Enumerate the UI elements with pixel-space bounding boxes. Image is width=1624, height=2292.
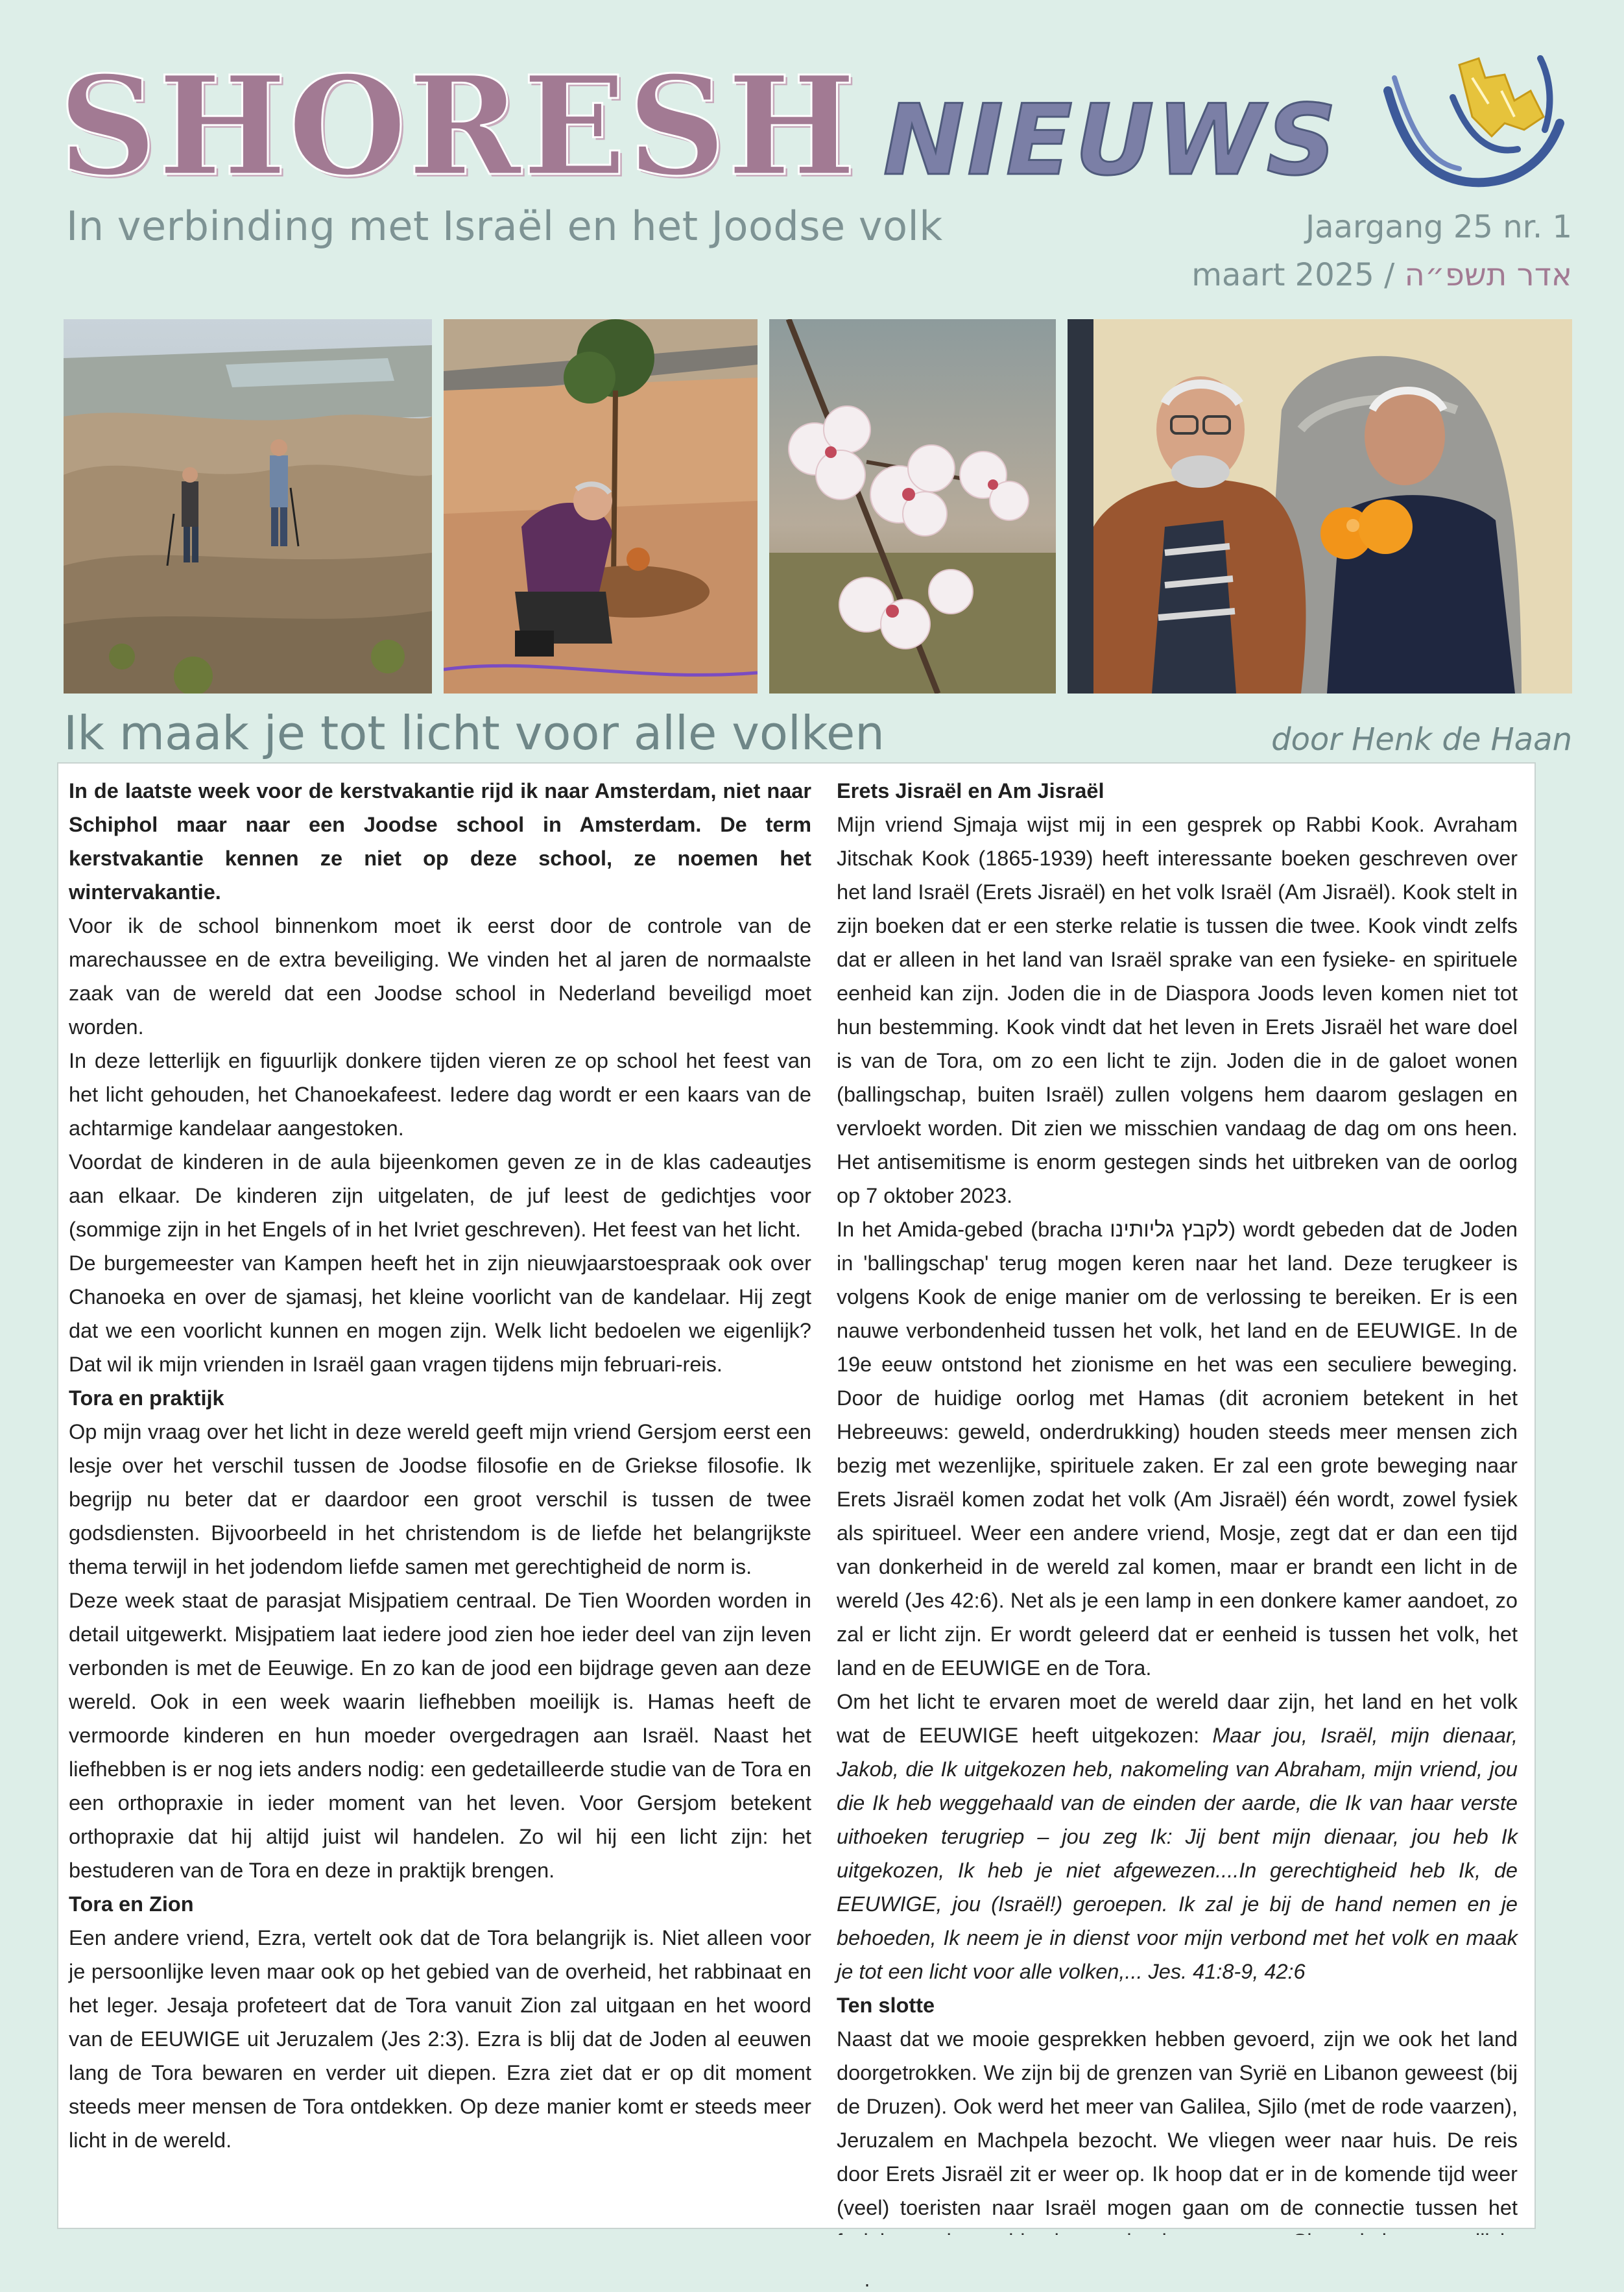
photo-tree-planting [444,319,758,694]
header [0,0,1624,766]
section-heading: Tora en praktijk [69,1386,224,1410]
quote-intro: Om het licht te ervaren moet de wereld daar zijn, het land en het volk wat de EEUWIGE heeft uitgekozen: [837,1690,1518,1747]
article-title: Ik maak je tot licht voor alle volken [64,706,885,760]
paragraph: Voordat de kinderen in de aula bijeenkomen geven ze in de klas cadeautjes aan elkaar. De kinderen zijn uitgelaten, de juf leest de gedichtjes voor (sommige zijn in het Engels of in het Ivriet geschreven). Het feest van het licht. [69,1150,811,1241]
article-byline: door Henk de Haan [1271,721,1572,758]
bible-quote: Maar jou, Israël, mijn dienaar, Jakob, die Ik uitgekozen heb, nakomeling van Abraham, mijn vriend, jou die Ik heb weggehaald van de einden der aarde, die Ik van haar verste uithoeken terugriep – jou zeg Ik: Jij bent mijn dienaar, jou heb Ik uitgekozen, Ik heb je niet afgewezen....In gerechtigheid heb Ik, de EEUWIGE, jou (Israël!) geroepen. Ik zal je bij de hand nemen en je behoeden, Ik neem je in dienst voor mijn verbond met het volk en maak je tot een licht voor alle volken,... Jes. 41:8-9, 42:6 [837,1724,1518,1983]
photo-hikers [64,319,432,694]
shoresh-logo-icon [1375,39,1570,201]
right-column [837,774,1518,2292]
masthead-shoresh: SHORESH [58,46,857,206]
photo-two-men [1068,319,1572,694]
issue-date-gregorian: maart 2025 [1191,257,1374,293]
tagline: In verbinding met Israël en het Joodse volk [66,202,943,250]
issue-date [1191,257,1572,293]
masthead [58,46,1339,206]
paragraph: Deze week staat de parasjat Misjpatiem centraal. De Tien Woorden worden in detail uitgewerkt. Misjpatiem laat iedere jood zien hoe ieder deel van zijn leven verbonden is met de Eeuwige. En zo kan de jood een bijdrage geven aan deze wereld. Ook in een week waarin liefhebben moeilijk is. Hamas heeft de vermoorde kinderen en hun moeder overgedragen aan Israël. Naast het liefhebben is er nog iets anders nodig: een gedetailleerde studie van de Tora en een orthopraxie in ieder moment van het leven. Voor Gersjom betekent orthopraxie dat hij altijd juist wil handelen. Zo wil hij een licht zijn: het bestuderen van de Tora en deze in praktijk brengen. [69,1589,811,1882]
paragraph: In deze letterlijk en figuurlijk donkere tijden vieren ze op school het feest van het licht gehouden, het Chanoekafeest. Iedere dag wordt er een kaars van de achtarmige kandelaar aangestoken. [69,1049,811,1140]
section-heading: Ten slotte [837,1994,935,2017]
masthead-nieuws: NIEUWS [883,84,1339,197]
paragraph-with-quote [837,1685,1518,1988]
paragraph: Naast dat we mooie gesprekken hebben gevoerd, zijn we ook het land doorgetrokken. We zijn bij de grenzen van Syrië en Libanon geweest (bij de Druzen). Ook werd het meer van Galilea, Sjilo (met de rode vaarzen), Jeruzalem en Machpela bezocht. We vliegen weer naar huis. De reis door Erets Jisraël zit er weer op. Ik hoop dat er in de komende tijd weer (veel) toeristen naar Israël mogen gaan om de connectie tussen het [837,2027,1518,2219]
paragraph: Voor ik de school binnenkom moet ik eerst door de controle van de marechaussee en de extra beveiliging. We vinden het al jaren de normaalste zaak van de wereld dat een Joodse school in Nederland beveiligd moet worden. [69,914,811,1039]
article-body [57,762,1536,2229]
left-column [69,774,811,2157]
paragraph: Op mijn vraag over het licht in deze wereld geeft mijn vriend Gersjom eerst een lesje over het verschil tussen de Joodse filosofie en de Griekse filosofie. Ik begrijp nu beter dat er daardoor een groot verschil is tussen de twee godsdiensten. Bijvoorbeeld in het christendom is de liefde het belangrijkste thema terwijl in het jodendom liefde samen met gerechtigheid de norm is. [69,1420,811,1578]
paragraph: De burgemeester van Kampen heeft het in zijn nieuwjaarstoespraak ook over Chanoeka en over de sjamasj, het kleine voorlicht van de kandelaar. Hij zegt dat we een voorlicht kunnen en mogen zijn. Welk licht bedoelen we eigenlijk? Dat wil ik mijn vrienden in Israël gaan vragen tijdens mijn februari-reis. [69,1251,811,1376]
section-heading: Tora en Zion [69,1892,194,1916]
footer-bar [0,2235,1624,2284]
paragraph: Een andere vriend, Ezra, vertelt ook dat de Tora belangrijk is. Niet alleen voor je persoonlijke leven maar ook op het gebied van de overheid, het rabbinaat en het leger. Jesaja profeteert dat de Tora vanuit Zion zal uitgaan en het woord van de EEUWIGE uit Jeruzalem (Jes 2:3). Ezra is blij dat de Joden al eeuwen lang de Tora bewaren en verder uit diepen. Ezra ziet dat er op dit moment steeds meer mensen de Tora ontdekken. Op deze manier komt er steeds meer licht in de wereld. [69,1926,811,2152]
paragraph: In het Amida-gebed (bracha לקבץ גליותינו) wordt gebeden dat de Joden in 'ballingschap' terug mogen keren naar het land. Deze terugkeer is volgens Kook de enige manier om de verlossing te bereiken. Er is een nauwe verbondenheid tussen het volk, het land en de EEUWIGE. In de 19e eeuw ontstond het zionisme en het was een seculiere beweging. Door de huidige oorlog met Hamas (dit acroniem betekent in het Hebreeuws: geweld, onderdrukking) houden steeds meer mensen zich bezig met wezenlijke, spirituele zaken. Er zal een grote beweging naar Erets Jisraël komen zodat het volk (Am Jisraël) één wordt, zowel fysiek als spiritueel. Weer een andere vriend, Mosje, zegt dat er dan een tijd van donkerheid in de wereld zal komen, maar er brandt een licht in de wereld (Jes 42:6). Net als je een lamp in een donkere kamer aandoet, zo zal er licht zijn. Er wordt geleerd dat er eenheid is tussen het volk, het land en de EEUWIGE en de Tora. [837,1218,1518,1680]
photo-almond-blossom [769,319,1056,694]
paragraph: Mijn vriend Sjmaja wijst mij in een gesprek op Rabbi Kook. Avraham Jitschak Kook (1865-1939) heeft interessante boeken geschreven over het land Israël (Erets Jisraël) en het volk Israël (Am Jisraël). Kook stelt in zijn boeken dat er een sterke relatie is tussen die twee. Kook vindt zelfs dat er alleen in het land van Israël sprake van een fysieke- en spirituele eenheid kan zijn. Joden die in de Diaspora Joods leven komen niet tot hun bestemming. Kook vindt dat het leven in Erets Jisraël het ware doel is van de Tora, om zo een licht te zijn. Joden die in de galoet wonen (ballingschap, buiten Israël) zullen volgens hem daarom geslagen en vervloekt worden. Dit zien we misschien vandaag de dag om ons heen. Het antisemitisme is enorm gestegen sinds het uitbreken van de oorlog op 7 oktober 2023. [837,813,1518,1207]
lead-paragraph: In de laatste week voor de kerstvakantie rijd ik naar Amsterdam, niet naar Schiphol maar naar een Joodse school in Amsterdam. De term kerstvakantie kennen ze niet op deze school, ze noemen het wintervakantie. [69,779,811,904]
volume-issue: Jaargang 25 nr. 1 [1305,209,1572,245]
date-separator: / [1384,257,1395,293]
issue-date-hebrew: אדר תשפ״ה [1404,257,1572,293]
section-heading: Erets Jisraël en Am Jisraël [837,779,1105,802]
